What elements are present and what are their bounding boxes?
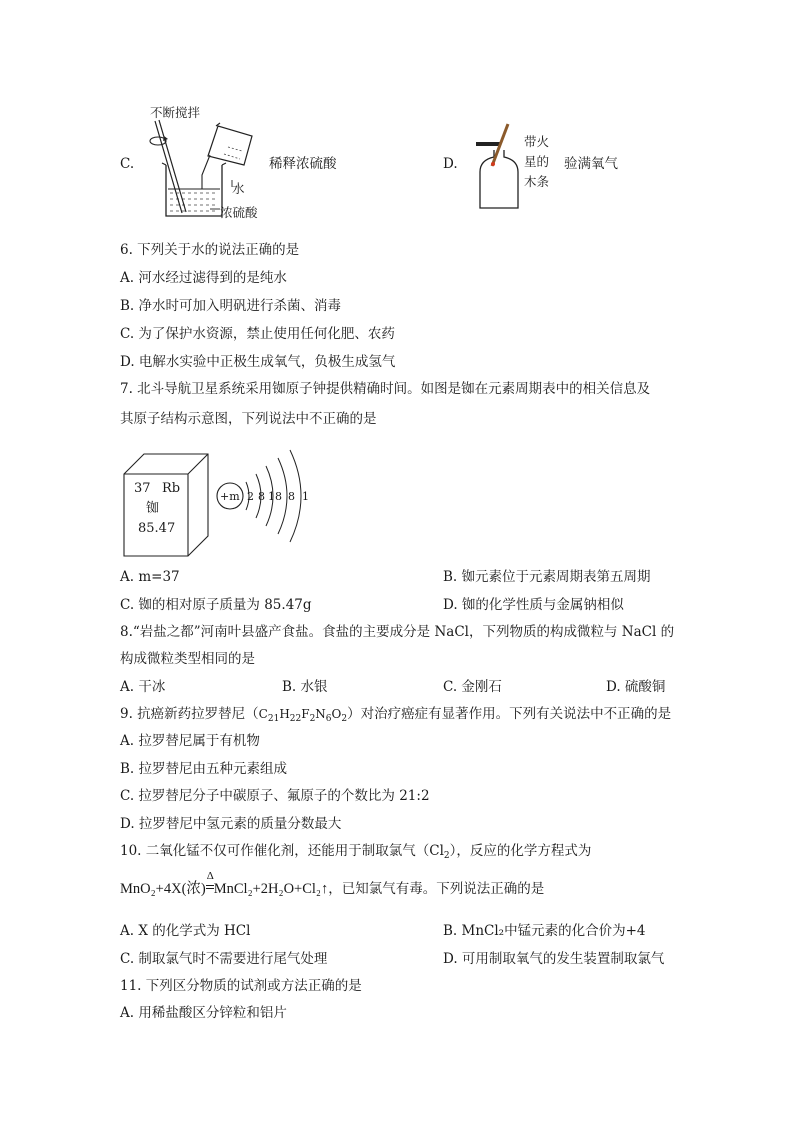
q8-stem-line1: 8.“岩盐之都”河南叶县盛产食盐。食盐的主要成分是 NaCl，下列物质的构成微粒与 NaCl 的 (120, 624, 675, 640)
q9-option-b: B. 拉罗替尼由五种元素组成 (120, 761, 288, 777)
shell-2-count: 8 (258, 490, 265, 503)
q8-option-d: D. 硫酸铜 (606, 679, 666, 695)
q8-option-c: C. 金刚石 (443, 679, 502, 695)
splint-label-1: 带火 (524, 134, 550, 149)
q6-option-c: C. 为了保护水资源，禁止使用任何化肥、农药 (120, 326, 395, 342)
q6-stem: 6. 下列关于水的说法正确的是 (120, 242, 300, 258)
equation-condition: Δ (206, 880, 214, 898)
q8-option-b: B. 水银 (282, 679, 328, 695)
option-c-caption: 稀释浓硫酸 (269, 156, 337, 172)
q7-stem-line2: 其原子结构示意图，下列说法中不正确的是 (120, 411, 377, 427)
q8-option-a: A. 干冰 (120, 679, 166, 695)
q10-stem: 10. 二氧化锰不仅可作催化剂，还能用于制取氯气$(Cl_2)$，反应的化学方程式为 (120, 843, 592, 861)
q11-stem: 11. 下列区分物质的试剂或方法正确的是 (120, 978, 362, 994)
q9-stem-post: ）对治疗癌症有显著作用。下列有关说法中不正确的是 (347, 706, 672, 722)
cell-symbol: Rb (162, 481, 181, 496)
shell-3-count: 18 (268, 490, 282, 503)
q8-stem-line2: 构成微粒类型相同的是 (120, 651, 255, 667)
stir-label: 不断搅拌 (150, 105, 201, 120)
q6-option-a: A. 河水经过滤得到的是纯水 (120, 270, 287, 286)
q9-option-c: C. 拉罗替尼分子中碳原子、氟原子的个数比为 21:2 (120, 788, 430, 804)
cell-atomic-mass: 85.47 (138, 521, 176, 536)
q9-option-d: D. 拉罗替尼中氢元素的质量分数最大 (120, 816, 342, 832)
option-c-letter: C. (120, 156, 135, 172)
q9-stem-pre: 9. 抗癌新药拉罗替尼（ (120, 706, 259, 722)
q9-option-a: A. 拉罗替尼属于有机物 (120, 733, 260, 749)
equation-products: MnCl₂+2H₂O+Cl₂↑ (213, 881, 329, 897)
cell-atomic-number: 37 (134, 481, 151, 496)
q10-option-a: A. X 的化学式为 HCl (120, 923, 251, 939)
splint-label-3: 木条 (524, 174, 550, 189)
q10-option-d: D. 可用制取氧气的发生装置制取氯气 (443, 951, 665, 967)
shell-4-count: 8 (288, 490, 295, 503)
shell-1-count: 2 (247, 490, 254, 503)
cell-element-name: 铷 (146, 501, 160, 516)
q10-equation (120, 870, 545, 898)
shell-5-count: 1 (302, 490, 309, 503)
q7-option-c: C. 铷的相对原子质量为 85.47g (120, 597, 312, 613)
q10-option-b: B. MnCl₂中锰元素的化合价为+4 (443, 923, 646, 939)
q6-option-b: B. 净水时可加入明矾进行杀菌、消毒 (120, 298, 342, 314)
q9-stem (120, 705, 671, 728)
option-d-letter: D. (443, 156, 458, 172)
option-d-caption: 验满氧气 (564, 156, 618, 172)
q7-option-b: B. 铷元素位于元素周期表第五周期 (443, 569, 651, 585)
equation-tail: ，已知氯气有毒。下列说法正确的是 (328, 881, 545, 897)
acid-label: 浓硫酸 (220, 205, 258, 220)
q7-option-a: A. m=37 (120, 569, 180, 585)
q10-option-c: C. 制取氯气时不需要进行尾气处理 (120, 951, 328, 967)
splint-label-2: 星的 (524, 154, 550, 169)
q7-option-d: D. 铷的化学性质与金属钠相似 (443, 597, 624, 613)
equation-reactants: MnO₂+4X(浓) (120, 881, 206, 897)
nucleus-label: +m (220, 490, 240, 503)
rubidium-figure (118, 448, 318, 558)
water-label: 水 (232, 181, 245, 196)
q11-option-a: A. 用稀盐酸区分锌粒和铝片 (120, 1005, 287, 1021)
q6-option-d: D. 电解水实验中正极生成氧气，负极生成氢气 (120, 354, 396, 370)
q7-stem-line1: 7. 北斗导航卫星系统采用铷原子钟提供精确时间。如图是铷在元素周期表中的相关信息及 (120, 381, 651, 397)
q9-formula: $C_{21}H_{22}F_2N_6O_2$ (258, 707, 348, 724)
